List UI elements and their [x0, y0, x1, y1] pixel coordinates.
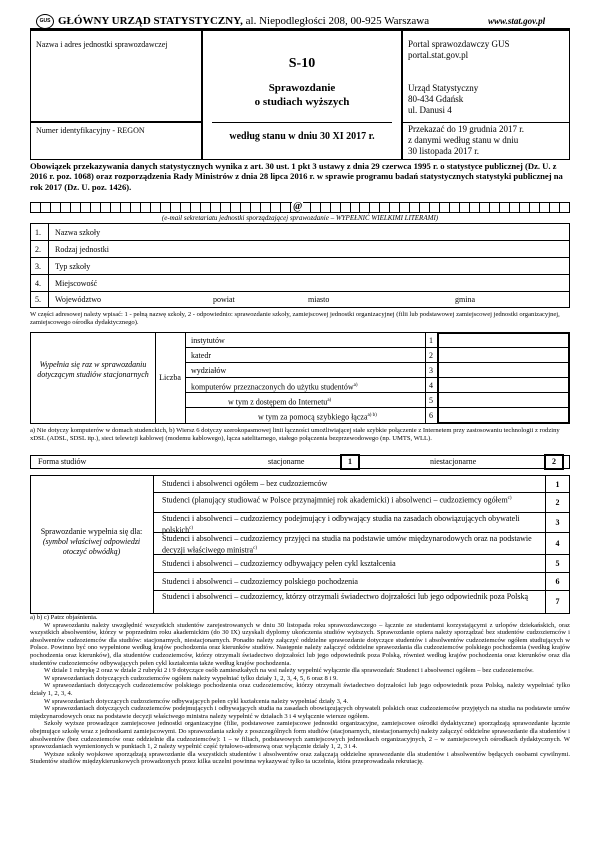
- name-label: Nazwa i adres jednostki sprawozdawczej: [36, 40, 168, 49]
- email-char-cell[interactable]: [60, 202, 70, 212]
- email-char-cell[interactable]: [150, 202, 160, 212]
- email-char-cell[interactable]: [549, 202, 559, 212]
- count-row-num: 2: [429, 351, 433, 360]
- footnote-ref: c): [189, 525, 193, 531]
- email-char-cell[interactable]: [519, 202, 529, 212]
- email-char-cell[interactable]: [409, 202, 419, 212]
- address-row-no: 3.: [35, 262, 41, 271]
- email-char-cell[interactable]: [90, 202, 100, 212]
- address-note: W części adresowej należy wpisać: 1 - pełną nazwę szkoły, 2 - odpowiednio: sprawozdanie szkoły, zamiejscowej jednostki organizacyjnej (filii lub podstawowej zamiejscowej jednostki organizacyjnej, zamiejscowego ośrodka dydaktycznego).: [30, 311, 560, 326]
- count-row-label: wydziałów: [191, 366, 227, 375]
- notes-paragraph: W sprawozdaniach dotyczących cudzoziemców podejmujących i odbywających studia na zasadach obowiązujących obywateli polskich oraz cudzoziemców przyjętych na studia na podstawie umów międzynarodowych oraz na podstawie decyzji właściwego ministra należy wypełnić w działach 3 i 4 wyłącznie wiersze ogółem.: [30, 705, 570, 720]
- notes-paragraph: W sprawozdaniach dotyczących cudzoziemców polskiego pochodzenia oraz cudzoziemców, którzy otrzymali świadectwo dojrzałości lub jego odpowiednik poza Polską, należy wypełniać tylko działy 1, 2, 3, 4.: [30, 682, 570, 697]
- portal-line1: Portal sprawozdawczy GUS: [408, 39, 510, 49]
- count-row-num: 6: [429, 411, 433, 420]
- form-title-1: Sprawozdanie: [268, 82, 336, 94]
- address-row-label: Miejscowość: [55, 279, 98, 288]
- office-name: [58, 15, 429, 27]
- count-row-num: 4: [429, 381, 433, 390]
- deadline-line1: Przekazać do 19 grudnia 2017 r.: [408, 124, 524, 134]
- office-title: GŁÓWNY URZĄD STATYSTYCZNY,: [58, 15, 243, 27]
- footnote-ref: c): [507, 496, 512, 501]
- zakres-row-label: [162, 514, 540, 535]
- zakres-row-label: [162, 534, 540, 555]
- footnote-ref: a): [327, 398, 332, 403]
- count-row-label: [258, 411, 377, 422]
- zakres-row-label: Studenci i absolwenci – cudzoziemcy, którzy otrzymali świadectwo dojrzałości lub jego odpowiednik poza Polską: [162, 592, 529, 601]
- address-row-label: Typ szkoły: [55, 262, 91, 271]
- count-row-label: katedr: [191, 351, 211, 360]
- notes-paragraph: W sprawozdaniach dotyczących cudzoziemców ogółem należy wypełniać tylko działy 1, 2, 3, 4, 5, 6 oraz 8 i 9.: [44, 674, 338, 682]
- email-char-cell[interactable]: [260, 202, 270, 212]
- email-char-cell[interactable]: [559, 202, 569, 212]
- deadline-line2: z danymi według stanu w dniu: [408, 135, 519, 145]
- regon-label: Numer identyfikacyjny - REGON: [36, 126, 145, 135]
- email-at-sign: @: [293, 201, 303, 212]
- email-char-cell[interactable]: [160, 202, 170, 212]
- count-row-text: w tym za pomocą szybkiego łącza: [258, 412, 368, 422]
- portal-line2[interactable]: portal.stat.gov.pl: [408, 50, 469, 60]
- zakres-row-text: Studenci (planujący studiować w Polsce przynajmniej rok akademicki) i absolwenci – cudzoziemcy ogółem: [162, 495, 508, 505]
- email-char-cell[interactable]: [459, 202, 469, 212]
- forma-opt-niestacjonarne: niestacjonarne: [430, 457, 477, 466]
- email-char-cell[interactable]: [379, 202, 389, 212]
- email-char-cell[interactable]: [340, 202, 350, 212]
- zakres-row-label: [162, 494, 540, 505]
- notes-head: a) b) c) Patrz objaśnienia.: [30, 614, 98, 621]
- email-char-cell[interactable]: [350, 202, 360, 212]
- notes-paragraph: Wyższe szkoły wojskowe sporządzają sprawozdanie dla wszystkich studentów i absolwentów oraz załączają oddzielne sprawozdanie dla studentów i absolwentów będących osobami cywilnymi. Studentów studiów międzykierunkowych prowadzonych przez kilka uczelni powinna wykazywać tylko ta uczelnia, która przeprowadzała rekrutację.: [30, 750, 570, 766]
- forma-opt-stacjonarne: stacjonarne: [268, 457, 305, 466]
- gmina-label: gmina: [455, 295, 475, 304]
- zakres-side-1: Sprawozdanie wypełnia się dla:: [40, 527, 143, 536]
- zakres-row-num[interactable]: 4: [555, 539, 560, 548]
- office-line3: ul. Danusi 4: [408, 105, 452, 115]
- email-char-cell[interactable]: [529, 202, 539, 212]
- zakres-row-num[interactable]: 2: [555, 498, 560, 507]
- address-table: [30, 223, 570, 308]
- address-row-no: 1.: [35, 228, 41, 237]
- notes-paragraph: W sprawozdaniach dotyczących cudzoziemców odbywających pełen cykl kształcenia należy wypełniać działy 3, 4.: [44, 697, 349, 705]
- zakres-row-num[interactable]: 6: [555, 577, 560, 586]
- email-char-cell[interactable]: [120, 202, 130, 212]
- form-code: S-10: [288, 56, 316, 71]
- email-char-cell[interactable]: [399, 202, 409, 212]
- explanations: [30, 614, 570, 766]
- email-char-cell[interactable]: [320, 202, 330, 212]
- email-char-cell[interactable]: [479, 202, 489, 212]
- address-row-no: 4.: [35, 279, 41, 288]
- zakres-side-2: (symbol właściwej odpowiedzi otoczyć obwódką): [42, 537, 141, 556]
- email-char-cell[interactable]: [439, 202, 449, 212]
- count-row-num: 5: [429, 396, 433, 405]
- email-char-cell[interactable]: [419, 202, 429, 212]
- legal-obligation: Obowiązek przekazywania danych statystycznych wynika z art. 30 ust. 1 pkt 3 ustawy z dnia 29 czerwca 1995 r. o statystyce publicznej (Dz. U. z 2016 r. poz. 1068) oraz rozporządzenia Rady Ministrów z dnia 28 lipca 2016 r. w sprawie programu badań statystycznych statystyki publicznej na rok 2017 (Dz. U. poz. 1426).: [30, 161, 563, 192]
- email-char-cell[interactable]: [369, 202, 379, 212]
- count-row-text: komputerów przeznaczonych do użytku studentów: [191, 382, 354, 392]
- email-char-cell[interactable]: [110, 202, 120, 212]
- forma-option-1[interactable]: 1: [340, 454, 360, 470]
- office-line2: 80-434 Gdańsk: [408, 94, 464, 104]
- forma-label: Forma studiów: [38, 457, 87, 466]
- zakres-row-label: Studenci i absolwenci – cudzoziemcy polskiego pochodzenia: [162, 577, 358, 586]
- zakres-row-num[interactable]: 1: [555, 480, 560, 489]
- email-char-cell[interactable]: [80, 202, 90, 212]
- email-char-cell[interactable]: [499, 202, 509, 212]
- gus-logo: GUS: [36, 14, 54, 29]
- notes-paragraph: W sprawozdaniu należy uwzględnić wszystkich studentów zarejestrowanych w dniu 30 listopada roku sprawozdawczego – łącznie ze studentami korzystającymi z urlopów dziekańskich, oraz wszystkich absolwentów, którzy w poprzednim roku akademickim (do 30 IX) uzyskali dyplomy ukończenia studiów wyższych. Sprawozdanie opiera należy sporządzać bez studentów cudzoziemców i absolwentów cudzoziemców dla studiów: stacjonarnych, niestacjonarnych. Ponadto należy załączyć oddzielne sprawozdanie dotyczące studentów i absolwentów cudzoziemców ogółem studiujących w Polsce. Powinno być ono wypełnione według krajów pochodzenia oraz kierunków studiów. Następnie należy załączyć oddzielne sprawozdania dla cudzoziemców polskiego pochodzenia (według krajów pochodzenia oraz kierunków), dla studentów cudzoziemców, którzy otrzymali świadectwo dojrzałości lub jego odpowiednik poza Polską, również według krajów pochodzenia oraz kierunków oraz dla studentów cudzoziemców odbywających pełen cykl kształcenia także według krajów pochodzenia.: [30, 621, 570, 667]
- zakres-row-num[interactable]: 5: [555, 559, 560, 568]
- liczba-label: Liczba: [159, 373, 181, 382]
- counts-side-label: Wypełnia się raz w sprawozdaniu dotyczącym studiów stacjonarnych: [37, 360, 149, 379]
- footnote-ref: a) b): [367, 413, 377, 418]
- email-char-cell[interactable]: [200, 202, 210, 212]
- counts-note: a) Nie dotyczy komputerów w domach studenckich, b) Wiersz 6 dotyczy szerokopasmowej linii łączności umożliwiającej stałe szybkie połączenie z Internetem przy zastosowaniu technologii z rodziny xDSL (ADSL, SDSL itp.), sieci telewizji kablowej (modemu kablowego), łącza satelitarnego, stałego połączenia bezprzewodowego (np. UMTS, WLL).: [30, 427, 560, 442]
- forma-option-2[interactable]: 2: [544, 454, 564, 470]
- count-row-label: [228, 396, 331, 407]
- footnote-ref: a): [353, 383, 358, 388]
- email-char-cell[interactable]: [240, 202, 250, 212]
- email-char-cell[interactable]: [359, 202, 369, 212]
- email-char-cell[interactable]: [509, 202, 519, 212]
- count-row-text: w tym z dostępem do Internetu: [228, 397, 328, 407]
- address-row-no: 5.: [35, 295, 41, 304]
- email-char-cell[interactable]: [180, 202, 190, 212]
- email-char-cell[interactable]: [489, 202, 499, 212]
- email-char-cell[interactable]: [50, 202, 60, 212]
- email-char-cell[interactable]: [190, 202, 200, 212]
- wojewodztwo-label: Województwo: [55, 295, 102, 304]
- footnote-ref: c): [253, 545, 257, 551]
- email-char-cell[interactable]: [280, 202, 290, 212]
- email-char-cell[interactable]: [449, 202, 459, 212]
- email-char-cell[interactable]: [230, 202, 240, 212]
- email-caption: (e-mail sekretariatu jednostki sporządzającej sprawozdanie – WYPEŁNIĆ WIELKIMI LITERAMI): [161, 214, 439, 222]
- powiat-label: powiat: [213, 295, 235, 304]
- email-char-cell[interactable]: [330, 202, 340, 212]
- office-address: al. Niepodległości 208, 00-925 Warszawa: [245, 15, 430, 27]
- email-char-cell[interactable]: [539, 202, 549, 212]
- email-char-cell[interactable]: [130, 202, 140, 212]
- email-char-cell[interactable]: [40, 202, 50, 212]
- miasto-label: miasto: [308, 295, 330, 304]
- notes-paragraph: Szkoły wyższe prowadzące zamiejscowe jednostki organizacyjne (filie, podstawowe zamiejscowe jednostki organizacyjne, zamiejscowe ośrodki dydaktyczne) sporządzają sprawozdanie łącznie obejmujące szkołę wraz z jednostkami zamiejscowymi. Do sprawozdania szkoły z poszczególnych form studiów (stacjonarnych, niestacjonarnych) należy załączyć oddzielne sprawozdanie dla studentów i absolwentów (bez cudzoziemców oraz oddzielnie dla cudzoziemców): 1 – w filiach, podstawowych zamiejscowych jednostkach organizacyjnych, 2 – w zamiejscowych ośrodkach dydaktycznych. W sprawozdaniach wymienionych w punktach 1, 2 należy wypełnić część tytułowo-adresową oraz wyłącznie działy 1, 2, 3 i 4.: [30, 720, 570, 751]
- count-row-label: [191, 381, 358, 392]
- email-char-cell[interactable]: [569, 202, 570, 212]
- zakres-row-label: Studenci i absolwenci – cudzoziemcy odbywający pełen cykl kształcenia: [162, 559, 396, 568]
- address-row-label: Rodzaj jednostki: [55, 245, 109, 254]
- email-char-cell[interactable]: [70, 202, 80, 212]
- email-char-cell[interactable]: [220, 202, 230, 212]
- form-title-2: o studiach wyższych: [254, 96, 350, 108]
- form-as-of: według stanu w dniu 30 XI 2017 r.: [229, 131, 375, 142]
- email-char-cell[interactable]: [429, 202, 439, 212]
- zakres-row-text: Studenci i absolwenci – cudzoziemcy przyjęci na studia na podstawie umów międzynarodowych oraz na podstawie decyzji właściwego ministra: [162, 534, 532, 555]
- zakres-row-text: Studenci i absolwenci – cudzoziemcy podejmujący i odbywający studia na zasadach obowiązujących obywateli polskich: [162, 514, 520, 535]
- email-char-cell[interactable]: [170, 202, 180, 212]
- email-char-cell[interactable]: [210, 202, 220, 212]
- email-char-cell[interactable]: [469, 202, 479, 212]
- address-row-label: Nazwa szkoły: [55, 228, 101, 237]
- email-char-cell[interactable]: [100, 202, 110, 212]
- zakres-row-num[interactable]: 7: [555, 597, 560, 606]
- zakres-row-label: Studenci i absolwenci ogółem – bez cudzoziemców: [162, 479, 328, 488]
- count-row-num: 1: [429, 336, 433, 345]
- deadline-line3: 30 listopada 2017 r.: [408, 146, 479, 156]
- email-char-cell[interactable]: [389, 202, 399, 212]
- address-row-no: 2.: [35, 245, 41, 254]
- email-char-cell[interactable]: [270, 202, 280, 212]
- notes-paragraph: W dziale 1 rubrykę 2 oraz w dziale 2 rubryki 2 i 9 dotyczące osób zamieszkałych na wsi należy wypełnić wyłącznie dla sprawozdań: Studenci i absolwenci ogółem – bez cudzoziemców.: [44, 667, 534, 675]
- count-row-label: instytutów: [191, 336, 225, 345]
- website-link[interactable]: www.stat.gov.pl: [488, 16, 546, 26]
- email-char-cell[interactable]: [310, 202, 320, 212]
- office-line1: Urząd Statystyczny: [408, 83, 479, 93]
- count-row-num: 3: [429, 366, 433, 375]
- email-char-cell[interactable]: [250, 202, 260, 212]
- email-char-cell[interactable]: [30, 202, 40, 212]
- email-char-cell[interactable]: [140, 202, 150, 212]
- zakres-row-num[interactable]: 3: [555, 518, 560, 527]
